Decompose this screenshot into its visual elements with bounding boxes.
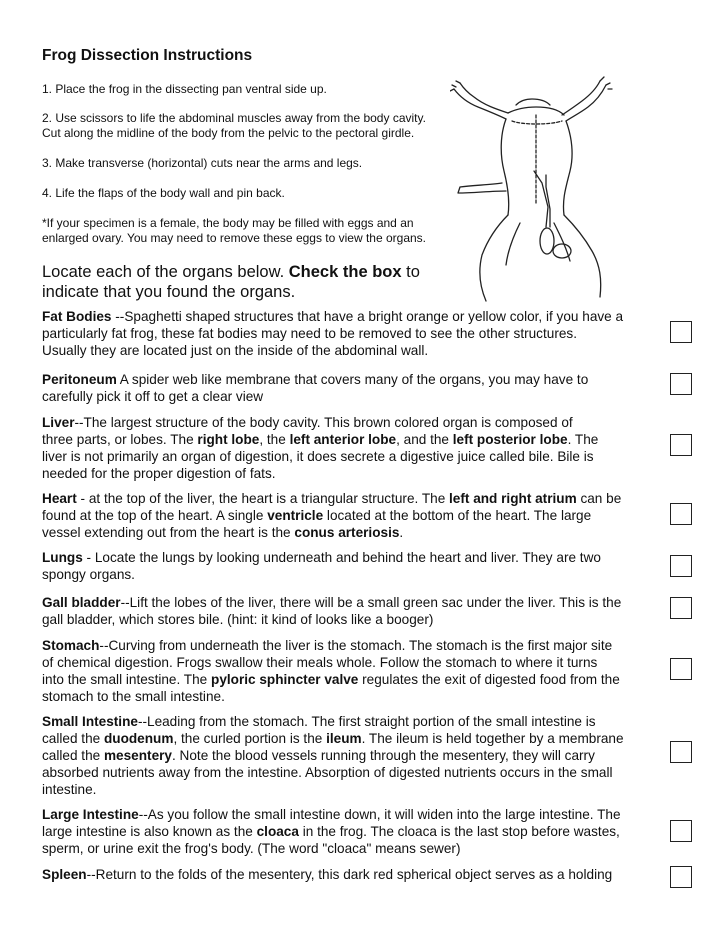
checkbox-lungs[interactable] xyxy=(670,555,692,577)
checkbox-large-intestine[interactable] xyxy=(670,820,692,842)
organ-peritoneum: Peritoneum A spider web like membrane that covers many of the organs, you may have to carefully pick it off to get a clear view xyxy=(42,372,589,404)
female-note: *If your specimen is a female, the body may be filled with eggs and an enlarged ovary. You may need to remove these eggs to view the organs. xyxy=(42,216,427,245)
frog-dissection-illustration xyxy=(450,75,728,305)
checkbox-gall-bladder[interactable] xyxy=(670,597,692,619)
organ-small-intestine: Small Intestine--Leading from the stomach. The first straight portion of the small intestine is called the duodenum, the curled portion is the ileum. The ileum is held together by a membrane called the mesentery. Note the blood vessels running through the mesentery, they will carry absorbed nutrients away from the intestine. Absorption of digested nutrients occurs in the small intestine. xyxy=(42,714,624,797)
checkbox-liver[interactable] xyxy=(670,434,692,456)
organ-liver: Liver--The largest structure of the body cavity. This brown colored organ is composed of three parts, or lobes. The right lobe, the left anterior lobe, and the left posterior lobe. The liver is not primarily an organ of digestion, it does secrete a digestive juice called bile. Bile is needed for the proper digestion of fats. xyxy=(42,415,599,481)
checkbox-peritoneum[interactable] xyxy=(670,373,692,395)
organ-large-intestine: Large Intestine--As you follow the small intestine down, it will widen into the large intestine. The large intestine is also known as the cloaca in the frog. The cloaca is the last stop before wastes, sperm, or urine exit the frog's body. (The word "cloaca" means sewer) xyxy=(42,807,621,856)
step-3: 3. Make transverse (horizontal) cuts near the arms and legs. xyxy=(42,156,363,170)
organ-fat-bodies: Fat Bodies --Spaghetti shaped structures that have a bright orange or yellow color, if you have a particularly fat frog, these fat bodies may need to be removed to see the other structures. Usually they are located just on the inside of the abdominal wall. xyxy=(42,309,624,358)
checkbox-stomach[interactable] xyxy=(670,658,692,680)
organ-heart: Heart - at the top of the liver, the heart is a triangular structure. The left and right atrium can be found at the top of the heart. A single ventricle located at the bottom of the heart. The large vessel extending out from the heart is the conus arteriosis. xyxy=(42,491,622,540)
checkbox-small-intestine[interactable] xyxy=(670,741,692,763)
checkbox-spleen[interactable] xyxy=(670,866,692,888)
checkbox-fat-bodies[interactable] xyxy=(670,321,692,343)
organ-stomach: Stomach--Curving from underneath the liver is the stomach. The stomach is the first major site of chemical digestion. Frogs swallow their meals whole. Follow the stomach to where it turns into the small intestine. The pyloric sphincter valve regulates the exit of digested food from the stomach to the small intestine. xyxy=(42,638,620,704)
checkbox-heart[interactable] xyxy=(670,503,692,525)
step-4: 4. Life the flaps of the body wall and pin back. xyxy=(42,186,285,200)
locate-instruction: Locate each of the organs below. Check the box to indicate that you found the organs. xyxy=(42,263,420,301)
step-2: 2. Use scissors to life the abdominal muscles away from the body cavity. Cut along the midline of the body from the pelvic to the pectoral girdle. xyxy=(42,111,426,140)
organ-lungs: Lungs - Locate the lungs by looking underneath and behind the heart and liver. They are two spongy organs. xyxy=(42,550,601,582)
page-title: Frog Dissection Instructions xyxy=(42,47,253,64)
organ-spleen: Spleen--Return to the folds of the mesentery, this dark red spherical object serves as a holding xyxy=(42,867,613,882)
organ-gall-bladder: Gall bladder--Lift the lobes of the liver, there will be a small green sac under the liver. This is the gall bladder, which stores bile. (hint: it kind of looks like a booger) xyxy=(42,595,622,627)
step-1: 1. Place the frog in the dissecting pan ventral side up. xyxy=(42,82,327,96)
